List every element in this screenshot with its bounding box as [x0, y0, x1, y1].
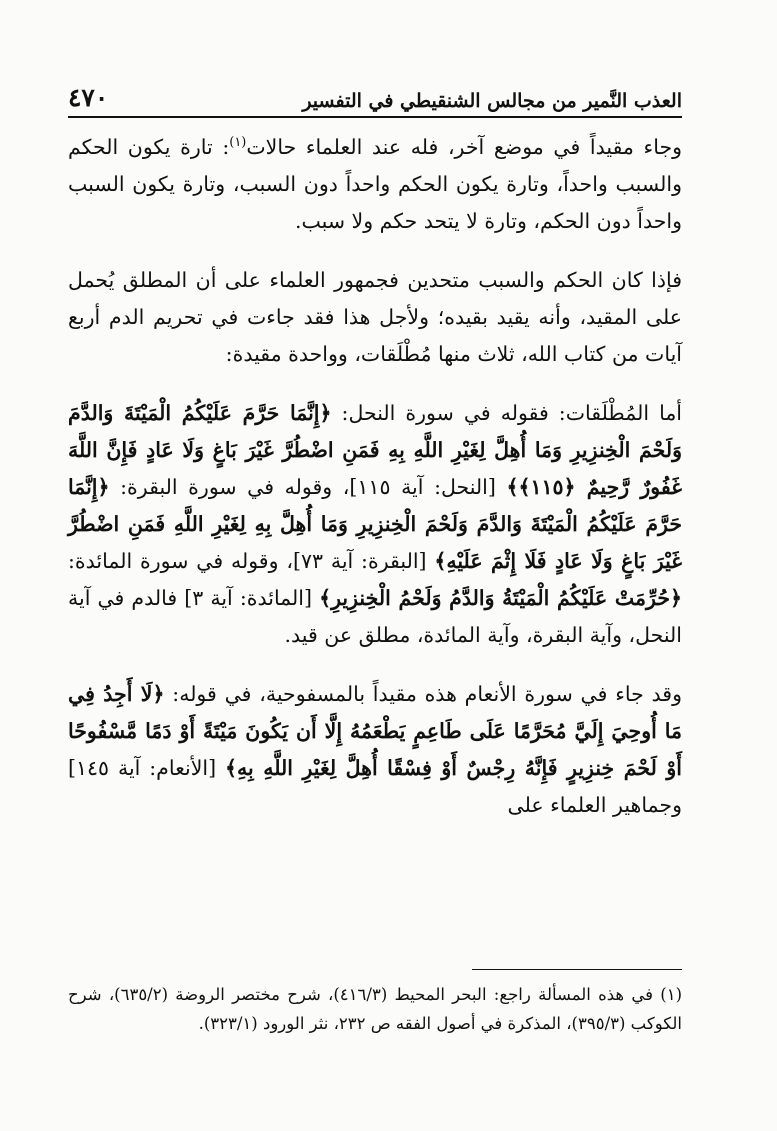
paragraph-text: [البقرة: آية ٧٣]، وقوله في سورة المائدة:: [68, 548, 435, 573]
page-header: [68, 72, 682, 118]
quran-verse-maidah: ﴿حُرِّمَتْ عَلَيْكُمُ الْمَيْتَةُ وَالدَّمُ وَلَحْمُ الْخِنزِيرِ﴾: [319, 585, 682, 610]
page-body: [68, 124, 682, 846]
quran-verse-nahl: ﴿إِنَّمَا حَرَّمَ عَلَيْكُمُ الْمَيْتَةَ وَالدَّمَ وَلَحْمَ الْخِنزِيرِ وَمَا أُهِلَّ لِغَيْرِ اللَّهِ بِهِ فَمَنِ اضْطُرَّ غَيْرَ بَاغٍ وَلَا عَادٍ فَإِنَّ اللَّهَ غَفُورٌ رَّحِيمٌ ﴿١١٥﴾﴾: [68, 400, 682, 499]
quran-verse-anam: ﴿لَا أَجِدُ فِي مَا أُوحِيَ إِلَيَّ مُحَرَّمًا عَلَى طَاعِمٍ يَطْعَمُهُ إِلَّا أَن يَكُونَ مَيْتَةً أَوْ دَمًا مَّسْفُوحًا أَوْ لَحْمَ خِنزِيرٍ فَإِنَّهُ رِجْسٌ أَوْ فِسْقًا أُهِلَّ لِغَيْرِ اللَّهِ بِهِ﴾: [68, 681, 682, 780]
paragraph-text: أما المُطْلَقات: فقوله في سورة النحل:: [331, 400, 682, 425]
footnote: (١) في هذه المسألة راجع: البحر المحيط (٤١٦/٣)، شرح مختصر الروضة (٦٣٥/٢)، شرح الكوكب (٣٩٥/٣)، المذكرة في أصول الفقه ص ٢٣٢، نثر الورود (٣٢٣/١).: [68, 985, 683, 1033]
paragraph-text: [الأنعام: آية ١٤٥] وجماهير العلماء على: [68, 755, 682, 817]
paragraph-text: : تارة يكون الحكم والسبب واحداً، وتارة يكون الحكم واحداً دون السبب، وتارة يكون السبب واحداً دون الحكم، وتارة لا يتحد حكم ولا سبب.: [68, 134, 682, 233]
paragraph-text: [النحل: آية ١١٥]، وقوله في سورة البقرة:: [109, 474, 507, 499]
footnote-divider: [472, 969, 682, 970]
running-title: العذب النَّمير من مجالس الشنقيطي في التفسير: [302, 90, 682, 112]
paragraph-text: وقد جاء في سورة الأنعام هذه مقيداً بالمسفوحية، في قوله:: [164, 681, 682, 706]
paragraph-majority-view: فإذا كان الحكم والسبب متحدين فجمهور العلماء على أن المطلق يُحمل على المقيد، وأنه يقيد بقيده؛ ولأجل هذا فقد جاءت في تحريم الدم أربع آيات من كتاب الله، ثلاث منها مُطْلَقات، وواحدة مقيدة:: [68, 267, 682, 366]
paragraph-restricted-verse: [68, 676, 682, 824]
page-number: ٤٧٠: [68, 83, 109, 112]
paragraph-absolute-verses: [68, 395, 682, 654]
paragraph-text: وجاء مقيداً في موضع آخر، فله عند العلماء حالات: [246, 134, 683, 159]
paragraph-text: [المائدة: آية ٣] فالدم في آية النحل، وآية البقرة، وآية المائدة، مطلق عن قيد.: [68, 585, 682, 647]
paragraph-cases: [68, 124, 682, 240]
footnote-reference[interactable]: (١): [229, 135, 247, 150]
quran-verse-baqarah: ﴿إِنَّمَا حَرَّمَ عَلَيْكُمُ الْمَيْتَةَ وَالدَّمَ وَلَحْمَ الْخِنزِيرِ وَمَا أُهِلَّ بِهِ لِغَيْرِ اللَّهِ فَمَنِ اضْطُرَّ غَيْرَ بَاغٍ وَلَا عَادٍ فَلَا إِثْمَ عَلَيْهِ﴾: [68, 474, 682, 573]
